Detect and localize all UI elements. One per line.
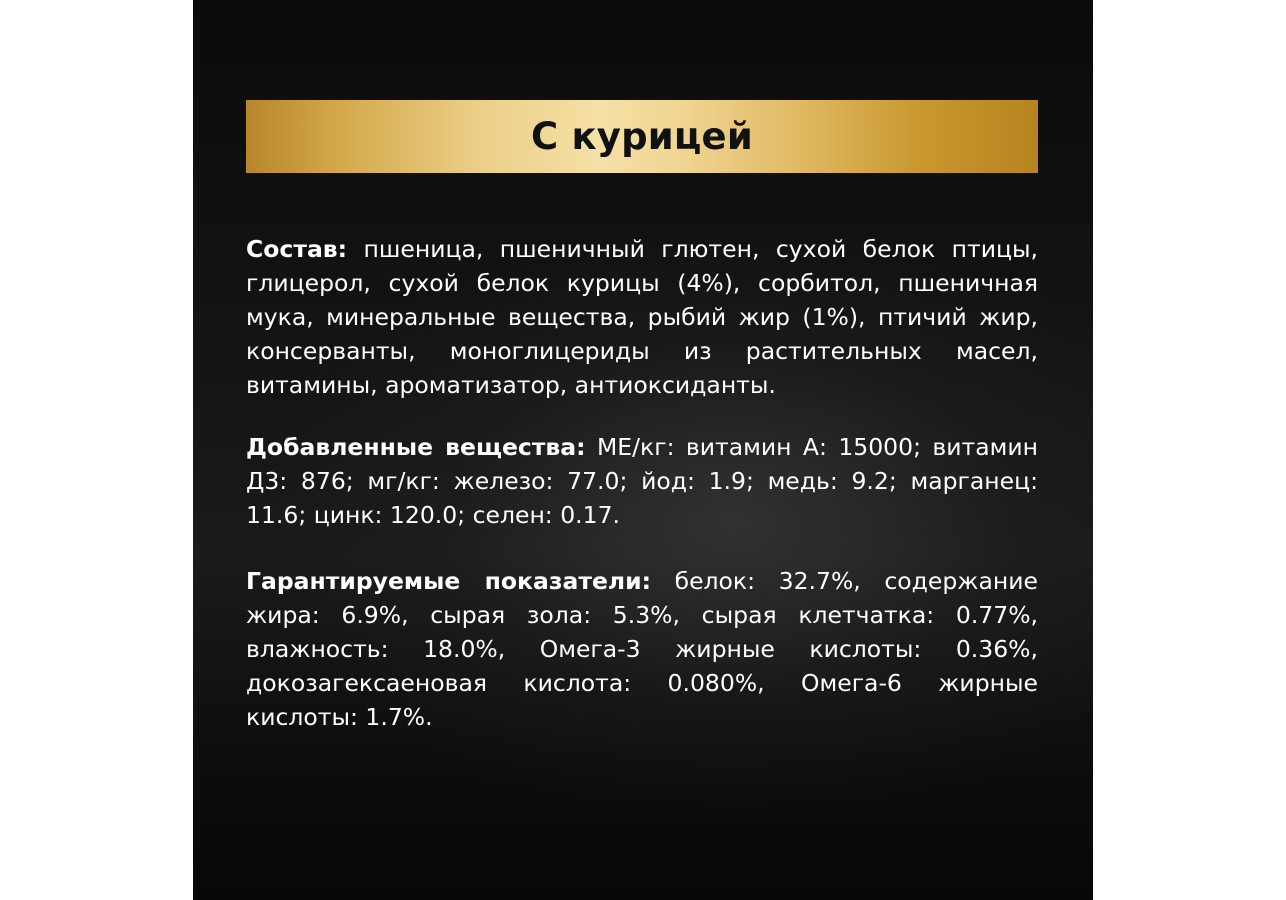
composition-section xyxy=(246,232,1038,402)
guaranteed-text: белок: 32.7%, содержание жира: 6.9%, сырая зола: 5.3%, сырая клетчатка: 0.77%, влажность: 18.0%, Омега-3 жирные кислоты: 0.36%, докозагексаеновая кислота: 0.080%, Омега-6 жирные кислоты: 1.7%. xyxy=(246,567,1038,731)
additives-label: Добавленные вещества: xyxy=(246,433,586,461)
guaranteed-label: Гарантируемые показатели: xyxy=(246,567,651,595)
product-info-panel xyxy=(193,0,1093,900)
composition-text: пшеница, пшеничный глютен, сухой белок птицы, глицерол, сухой белок курицы (4%), сорбитол, пшеничная мука, минеральные вещества, рыбий жир (1%), птичий жир, консерванты, моноглицериды из растительных масел, витамины, ароматизатор, антиоксиданты. xyxy=(246,235,1038,399)
flavor-banner xyxy=(246,100,1038,173)
additives-text: МЕ/кг: витамин А: 15000; витамин Д3: 876; мг/кг: железо: 77.0; йод: 1.9; медь: 9.2; марганец: 11.6; цинк: 120.0; селен: 0.17. xyxy=(246,433,1038,529)
additives-section xyxy=(246,430,1038,532)
flavor-title: С курицей xyxy=(531,115,753,158)
composition-label: Состав: xyxy=(246,235,348,263)
guaranteed-section xyxy=(246,564,1038,734)
